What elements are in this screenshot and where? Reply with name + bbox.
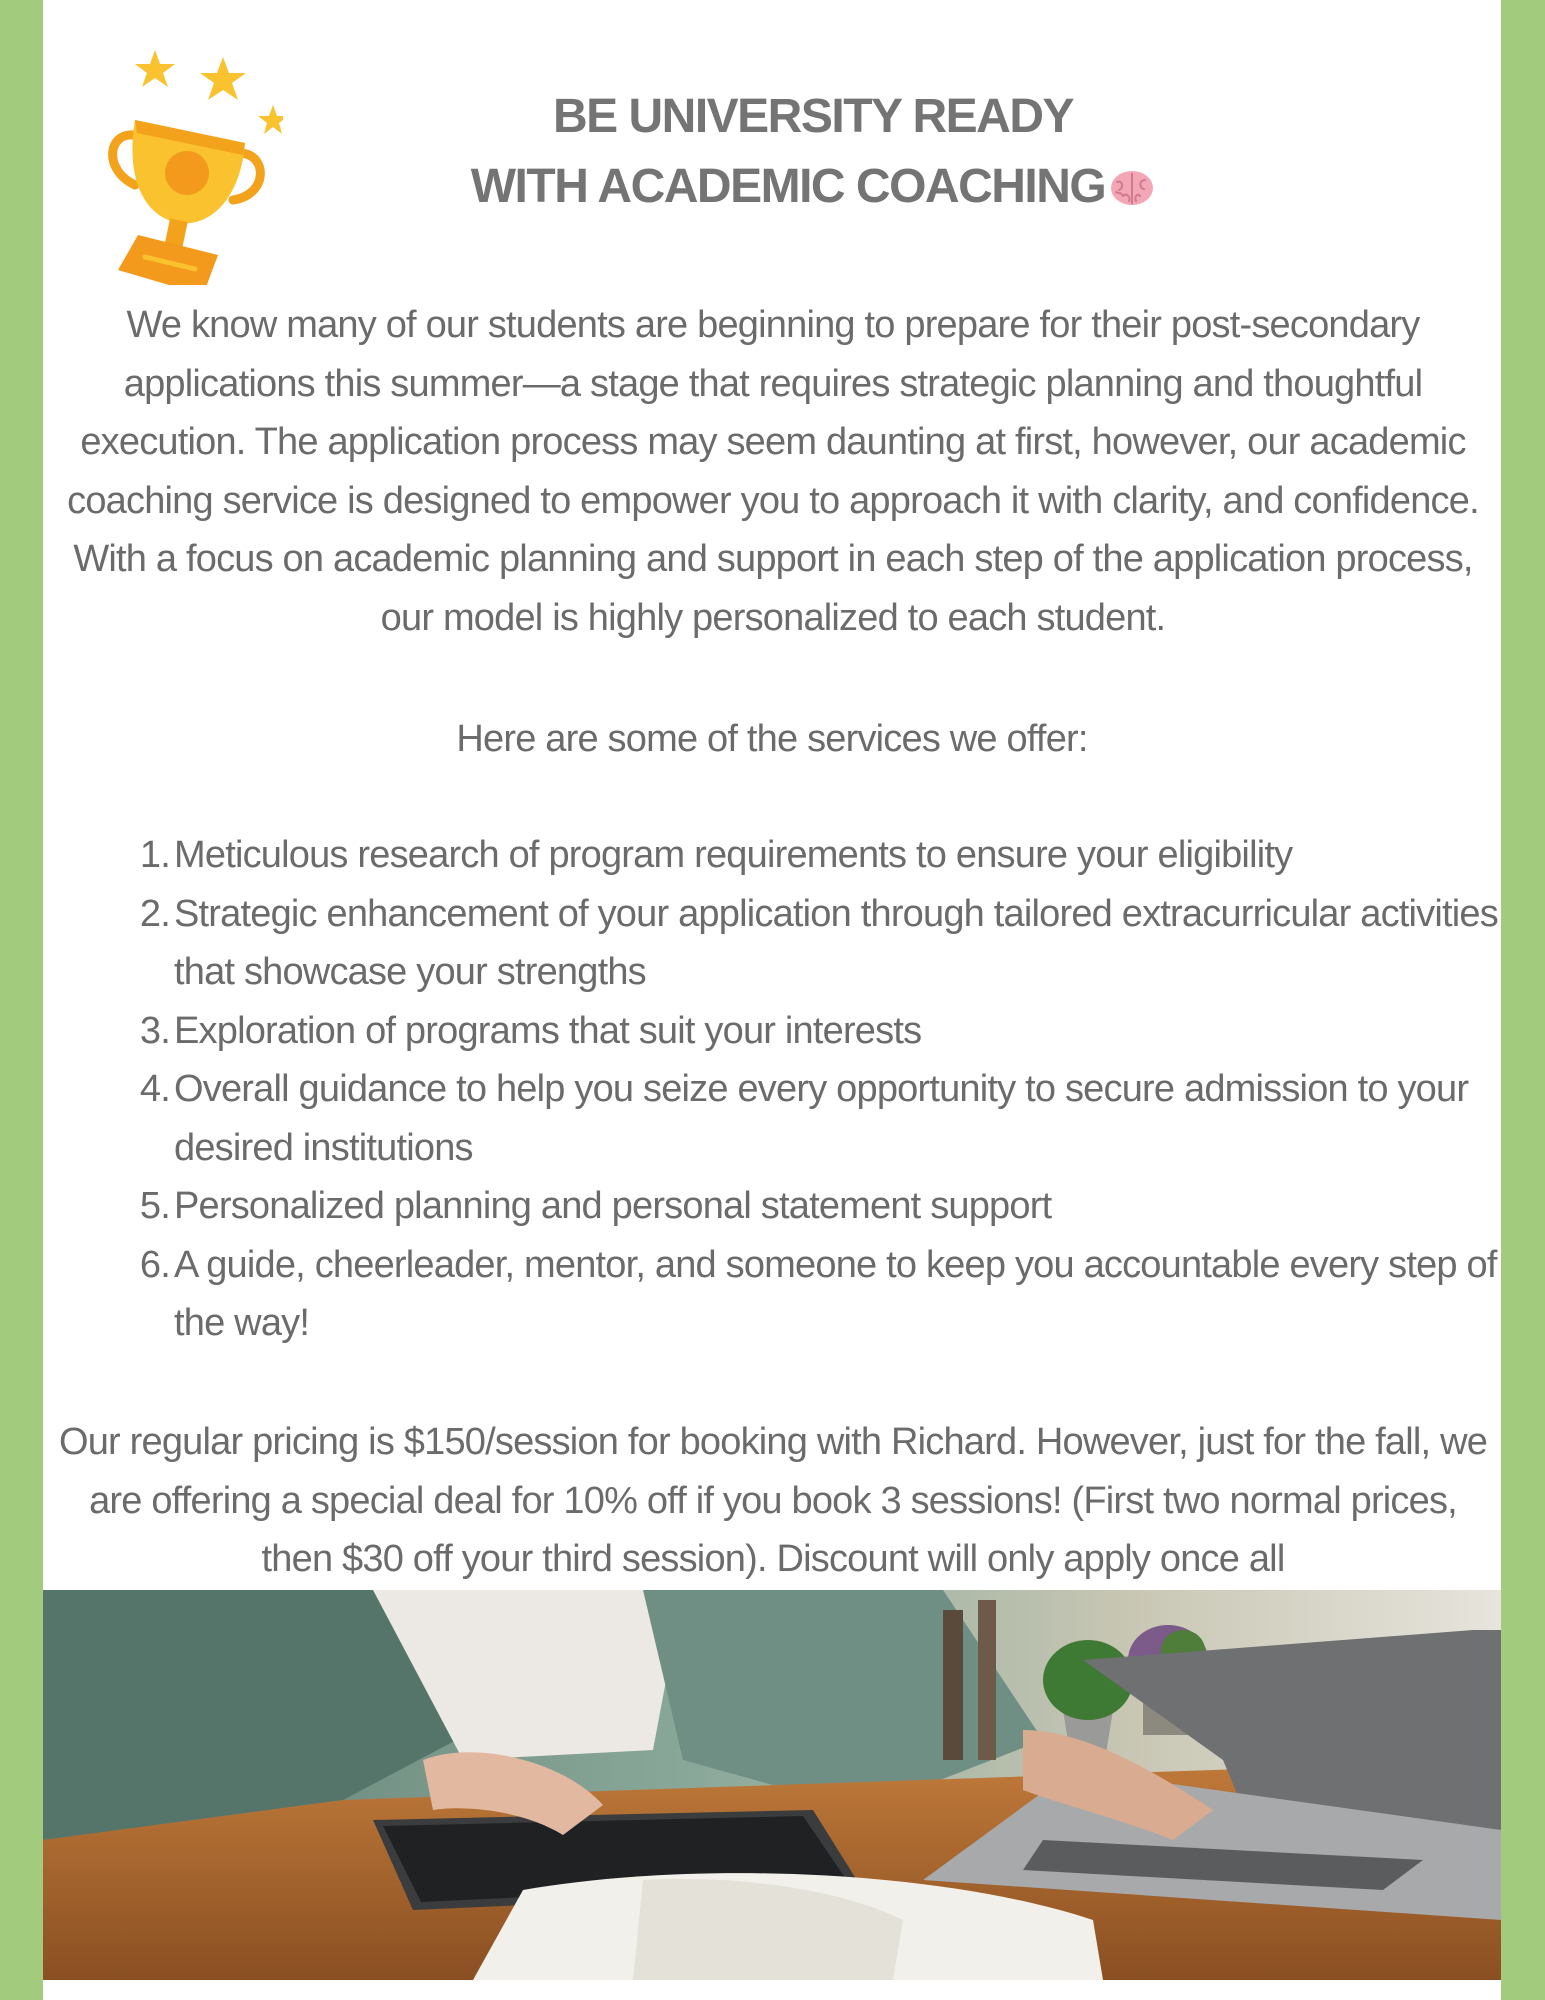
- pricing-paragraph: Our regular pricing is $150/session for booking with Richard. However, just for the fall, we are offering a special deal for 10% off if you book 3 sessions! (First two normal prices, then $30 off your third session). Discount will only apply once all: [58, 1421, 1488, 1580]
- list-number: 6.: [139, 1243, 170, 1286]
- services-lead: Here are some of the services we offer:: [456, 718, 1088, 760]
- page-title: [293, 82, 1333, 222]
- list-number: 4.: [139, 1068, 170, 1110]
- list-number: 3.: [139, 1009, 170, 1052]
- list-number: 1.: [139, 834, 170, 876]
- brain-emoji-icon: [1109, 168, 1155, 208]
- list-text: Personalized planning and personal statement support: [174, 1185, 1052, 1227]
- newsletter-page: [43, 0, 1501, 2000]
- list-item: [88, 1177, 1498, 1236]
- list-item: [88, 885, 1498, 1002]
- list-text: A guide, cheerleader, mentor, and someone to keep you accountable every step of the way!: [174, 1243, 1497, 1344]
- list-number: 2.: [139, 892, 170, 935]
- list-text: Exploration of programs that suit your interests: [174, 1009, 922, 1052]
- list-number: 5.: [139, 1185, 170, 1227]
- intro-paragraph: We know many of our students are beginning to prepare for their post-secondary applications this summer—a stage that requires strategic planning and thoughtful execution. The application process may seem daunting at first, however, our academic coaching service is designed to empower you to approach it with clarity, and confidence. With a focus on academic planning and support in each step of the application process, our model is highly personalized to each student.: [67, 304, 1479, 639]
- services-list: [88, 826, 1498, 1353]
- list-item: [88, 1002, 1498, 1061]
- list-item: [88, 1236, 1498, 1353]
- workspace-photo: [43, 1590, 1501, 1980]
- list-item: [88, 1060, 1498, 1177]
- title-line-2-text: WITH ACADEMIC COACHING: [470, 160, 1106, 213]
- title-line-2: [293, 152, 1333, 222]
- title-line-1: BE UNIVERSITY READY: [552, 90, 1074, 143]
- list-text: Overall guidance to help you seize every opportunity to secure admission to your desired institutions: [174, 1068, 1469, 1169]
- list-item: [88, 826, 1498, 885]
- list-text: Meticulous research of program requirements to ensure your eligibility: [174, 834, 1293, 876]
- list-text: Strategic enhancement of your application through tailored extracurricular activities that showcase your strengths: [174, 892, 1498, 993]
- trophy-icon: [63, 45, 283, 285]
